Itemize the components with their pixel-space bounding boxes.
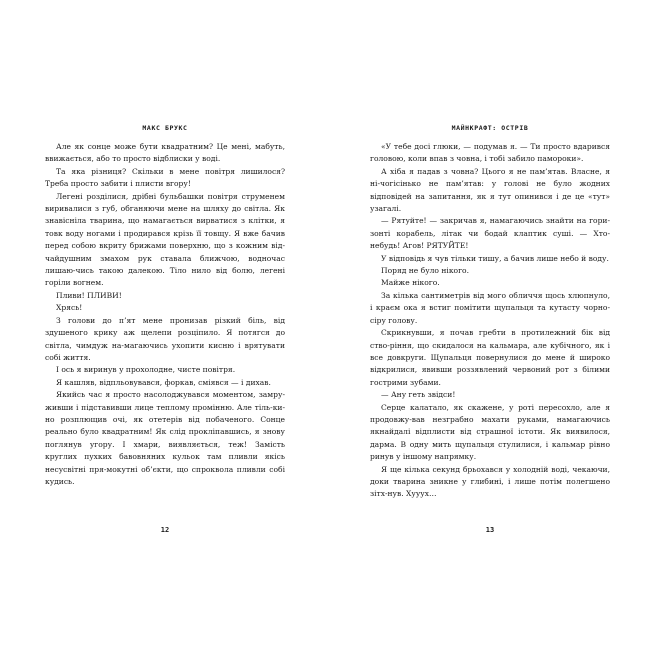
paragraph: — Рятуйте! — закричав я, намагаючись знайти на гори-зонті корабель, літак чи бодай клаптик суші. — Хто-небудь! Агов! РЯТУЙТЕ! (370, 216, 610, 251)
left-page (45, 0, 285, 650)
paragraph: Майже нікого. (381, 278, 440, 288)
right-page-body (370, 141, 610, 501)
paragraph: Та яка різниця? Скільки в мене повітря лишилося? Треба просто забити і плисти вгору! (45, 166, 285, 189)
page-number: 12 (160, 526, 170, 534)
paragraph: У відповідь я чув тільки тишу, а бачив лише небо й воду. (381, 253, 609, 263)
paragraph: Я ще кілька секунд брьохався у холодній воді, чекаючи, доки тварина зникне у глибині, і лише потім полегшено зітх-нув. Хууух… (370, 464, 610, 499)
running-head-author: МАКС БРУКС (142, 124, 188, 132)
paragraph: Хрясь! (56, 303, 83, 313)
paragraph: Поряд не було нікого. (381, 266, 469, 276)
running-head-title: МАЙНКРАФТ: ОСТРІВ (451, 124, 529, 132)
paragraph: Легені розділися, дрібні бульбашки повітря струменем виривалися з губ, обганяючи мене на шляху до світла. Як знавісніла тварина, що намагається вирватися з клітки, я товк воду ногами і продирався крізь її товщу. Я вже бачив перед собою вкриту брижами поверхню, що з кожним від-чайдушним змахом рук ставала ближчою, водночас лишаю-чись такою далекою. Тіло нило від болю, легені горіли вогнем. (45, 191, 285, 288)
paragraph: Якийсь час я просто насолоджувався моментом, замру-живши і підставивши лице теплому промінню. Але тіль-ки-но розплющив очі, як отетерів від побаченого. Сонце реально було квадратним! Як слід проклiпавшись, я знову поглянув угору. І хмари, виявляється, теж! Замість круглих пухких бавовняних кульок там пливли якісь несусвітні пря-мокутні об’єкти, що спроквола пливли собі кудись. (45, 390, 285, 486)
paragraph: «У тебе досі глюки, — подумав я. — Ти просто вдарився головою, коли впав з човна, і тобі забило памороки». (370, 142, 610, 164)
right-page (370, 0, 610, 650)
paragraph: За кілька сантиметрів від мого обличчя щось хлюпнуло, і краєм ока я встиг помітити щупальця та кутасту чорно-сіру голову. (370, 290, 610, 325)
page-number: 13 (485, 526, 495, 534)
paragraph: Пливи! ПЛИВИ! (56, 290, 122, 300)
paragraph: Серце калатало, як скажене, у роті пересохло, але я продовжу-вав незграбно махати руками, намагаючись якнайдалі відплисти від страшної істоти. Як виявилося, дарма. В одну мить щупальця стулилися, і кальмар рівно ринув у іншому напрямку. (370, 402, 610, 462)
paragraph: І ось я виринув у прохолодне, чисте повітря. (56, 365, 236, 375)
paragraph: Я кашляв, відпльовувався, форкав, сміявся — і дихав. (56, 377, 271, 387)
paragraph: Але як сонце може бути квадратним? Це мені, мабуть, ввижається, або то просто відблиски у воді. (45, 142, 285, 164)
paragraph: Скрикнувши, я почав гребти в протилежний бік від ство-ріння, що скидалося на кальмара, але кубічного, як і все довкруги. Щупальця повернулися до мене й широко відкрилися, явивши роззявлений червоний рот з білими гострими зубами. (370, 328, 610, 387)
paragraph: А хіба я падав з човна? Цього я не пам’ятав. Власне, я ні-чогісінько не пам’ятав: у голові не було жодних відповідей на запитання, як я тут опинився і де це «тут» узагалі. (370, 166, 610, 214)
paragraph: З голови до п’ят мене пронизав різкий біль, від здушеного крику аж щелепи розціпило. Я потягся до світла, чимдуж на-магаючись ухопити кисню і врятувати собі життя. (45, 315, 285, 362)
paragraph: — Ану геть звідси! (381, 390, 456, 400)
left-page-body (45, 141, 285, 488)
